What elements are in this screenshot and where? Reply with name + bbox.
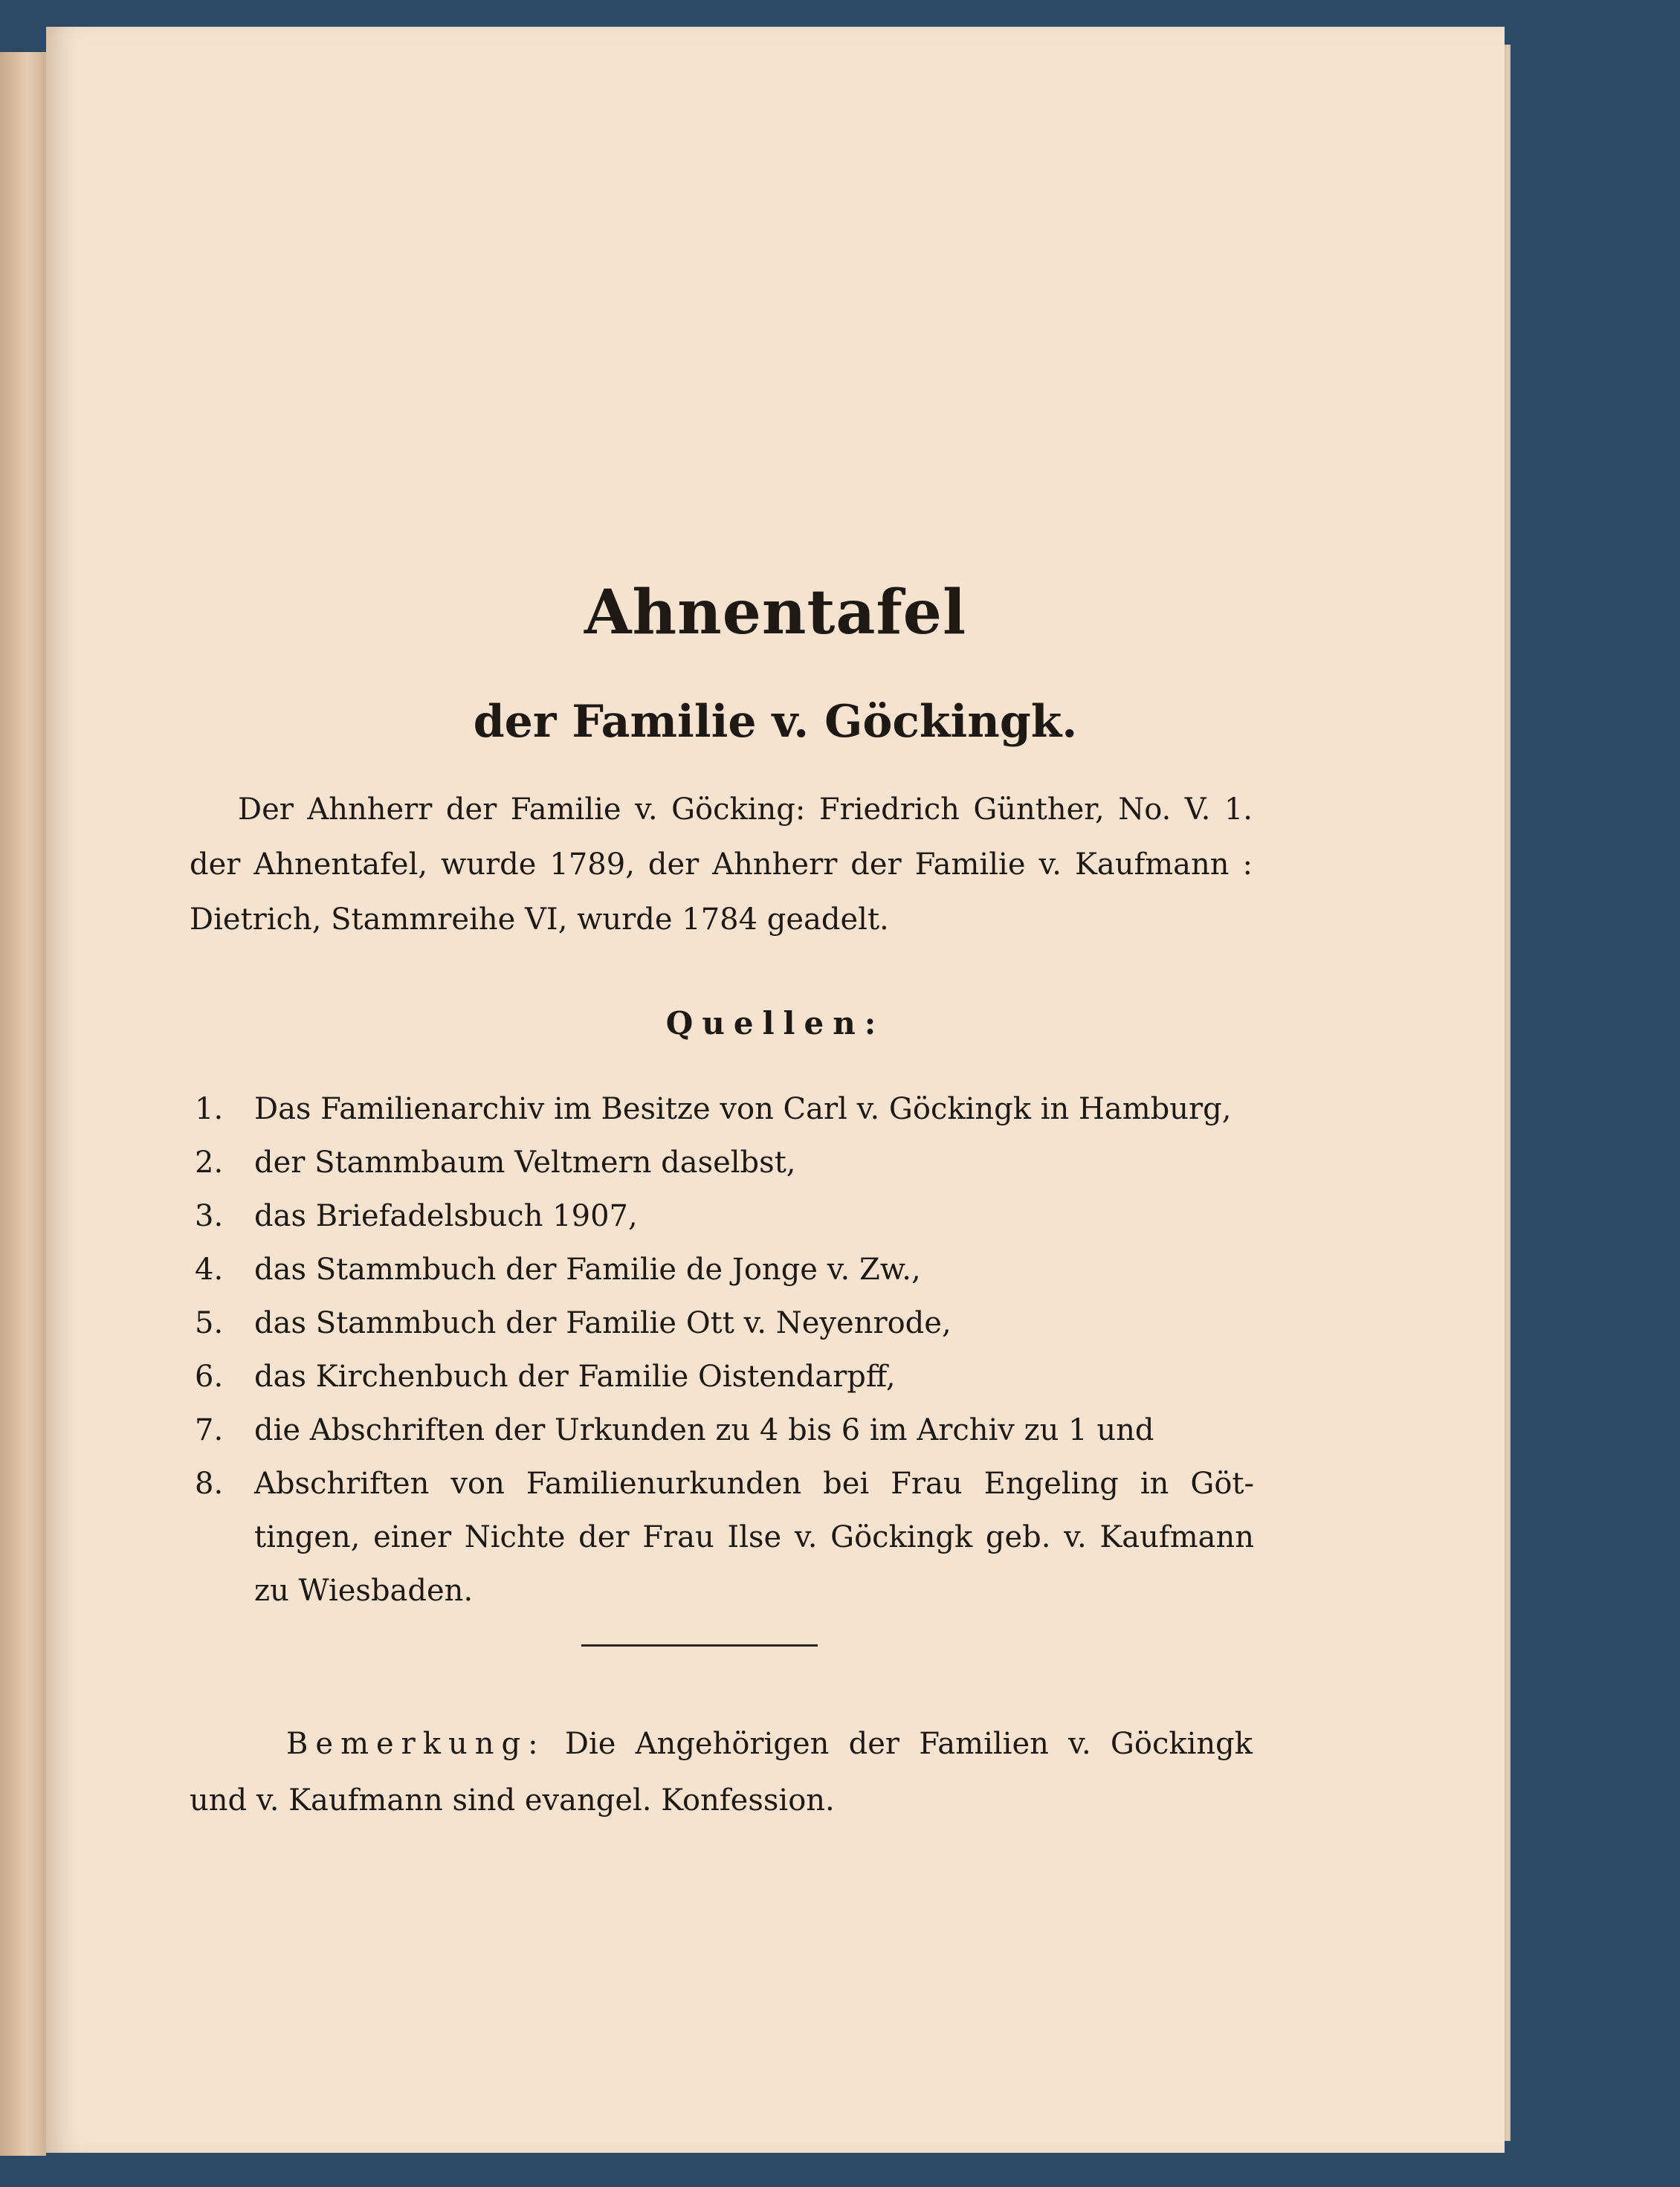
source-number: 5. (195, 1306, 224, 1340)
source-text: der Stammbaum Veltmern daselbst, (254, 1146, 796, 1180)
intro-line: der Ahnentafel, wurde 1789, der Ahnherr der Familie v. Kaufmann : (190, 847, 1253, 882)
document-subtitle: der Familie v. Göckingk. (473, 696, 1078, 748)
remark-text: Die Angehörigen der Familien v. Göckingk (564, 1727, 1253, 1761)
intro-line: Der Ahnherr der Familie v. Göcking: Friedrich Günther, No. V. 1. (238, 792, 1253, 827)
source-item (195, 1350, 1254, 1403)
source-item (195, 1136, 1254, 1189)
source-item (195, 1403, 1254, 1457)
source-text: das Briefadelsbuch 1907, (254, 1199, 638, 1233)
source-number: 8. (195, 1467, 224, 1501)
source-text: die Abschriften der Urkunden zu 4 bis 6 im Archiv zu 1 und (254, 1413, 1154, 1447)
source-text: das Kirchenbuch der Familie Oistendarpff, (254, 1360, 896, 1394)
intro-paragraph (190, 782, 1253, 947)
source-number: 3. (195, 1199, 224, 1233)
section-divider (581, 1644, 818, 1647)
intro-line: Dietrich, Stammreihe VI, wurde 1784 geadelt. (190, 902, 889, 937)
source-text: tingen, einer Nichte der Frau Ilse v. Göckingk geb. v. Kaufmann (254, 1520, 1254, 1554)
sources-heading: Quellen: (665, 1005, 885, 1041)
document-title: Ahnentafel (584, 577, 967, 648)
source-text: Das Familienarchiv im Besitze von Carl v. Göckingk in Hamburg, (254, 1092, 1232, 1126)
remark-label: Bemerkung: (286, 1727, 546, 1761)
source-item (195, 1243, 1254, 1296)
source-number: 7. (195, 1413, 224, 1447)
source-number: 4. (195, 1253, 224, 1287)
source-number: 1. (195, 1092, 224, 1126)
source-text: das Stammbuch der Familie de Jonge v. Zw., (254, 1253, 921, 1287)
source-text: das Stammbuch der Familie Ott v. Neyenrode, (254, 1306, 952, 1340)
facing-page-edge (0, 52, 46, 2156)
remark-paragraph (190, 1716, 1253, 1829)
sources-list (195, 1082, 1254, 1618)
source-item (195, 1296, 1254, 1350)
source-number: 2. (195, 1146, 224, 1180)
source-number: 6. (195, 1360, 224, 1394)
source-item (195, 1082, 1254, 1136)
source-text: zu Wiesbaden. (254, 1574, 474, 1608)
source-item (195, 1457, 1254, 1618)
document-page (46, 27, 1505, 2153)
source-item (195, 1189, 1254, 1243)
source-text: Abschriften von Familienurkunden bei Frau Engeling in Göt- (254, 1467, 1254, 1501)
remark-text: und v. Kaufmann sind evangel. Konfession. (190, 1783, 835, 1818)
